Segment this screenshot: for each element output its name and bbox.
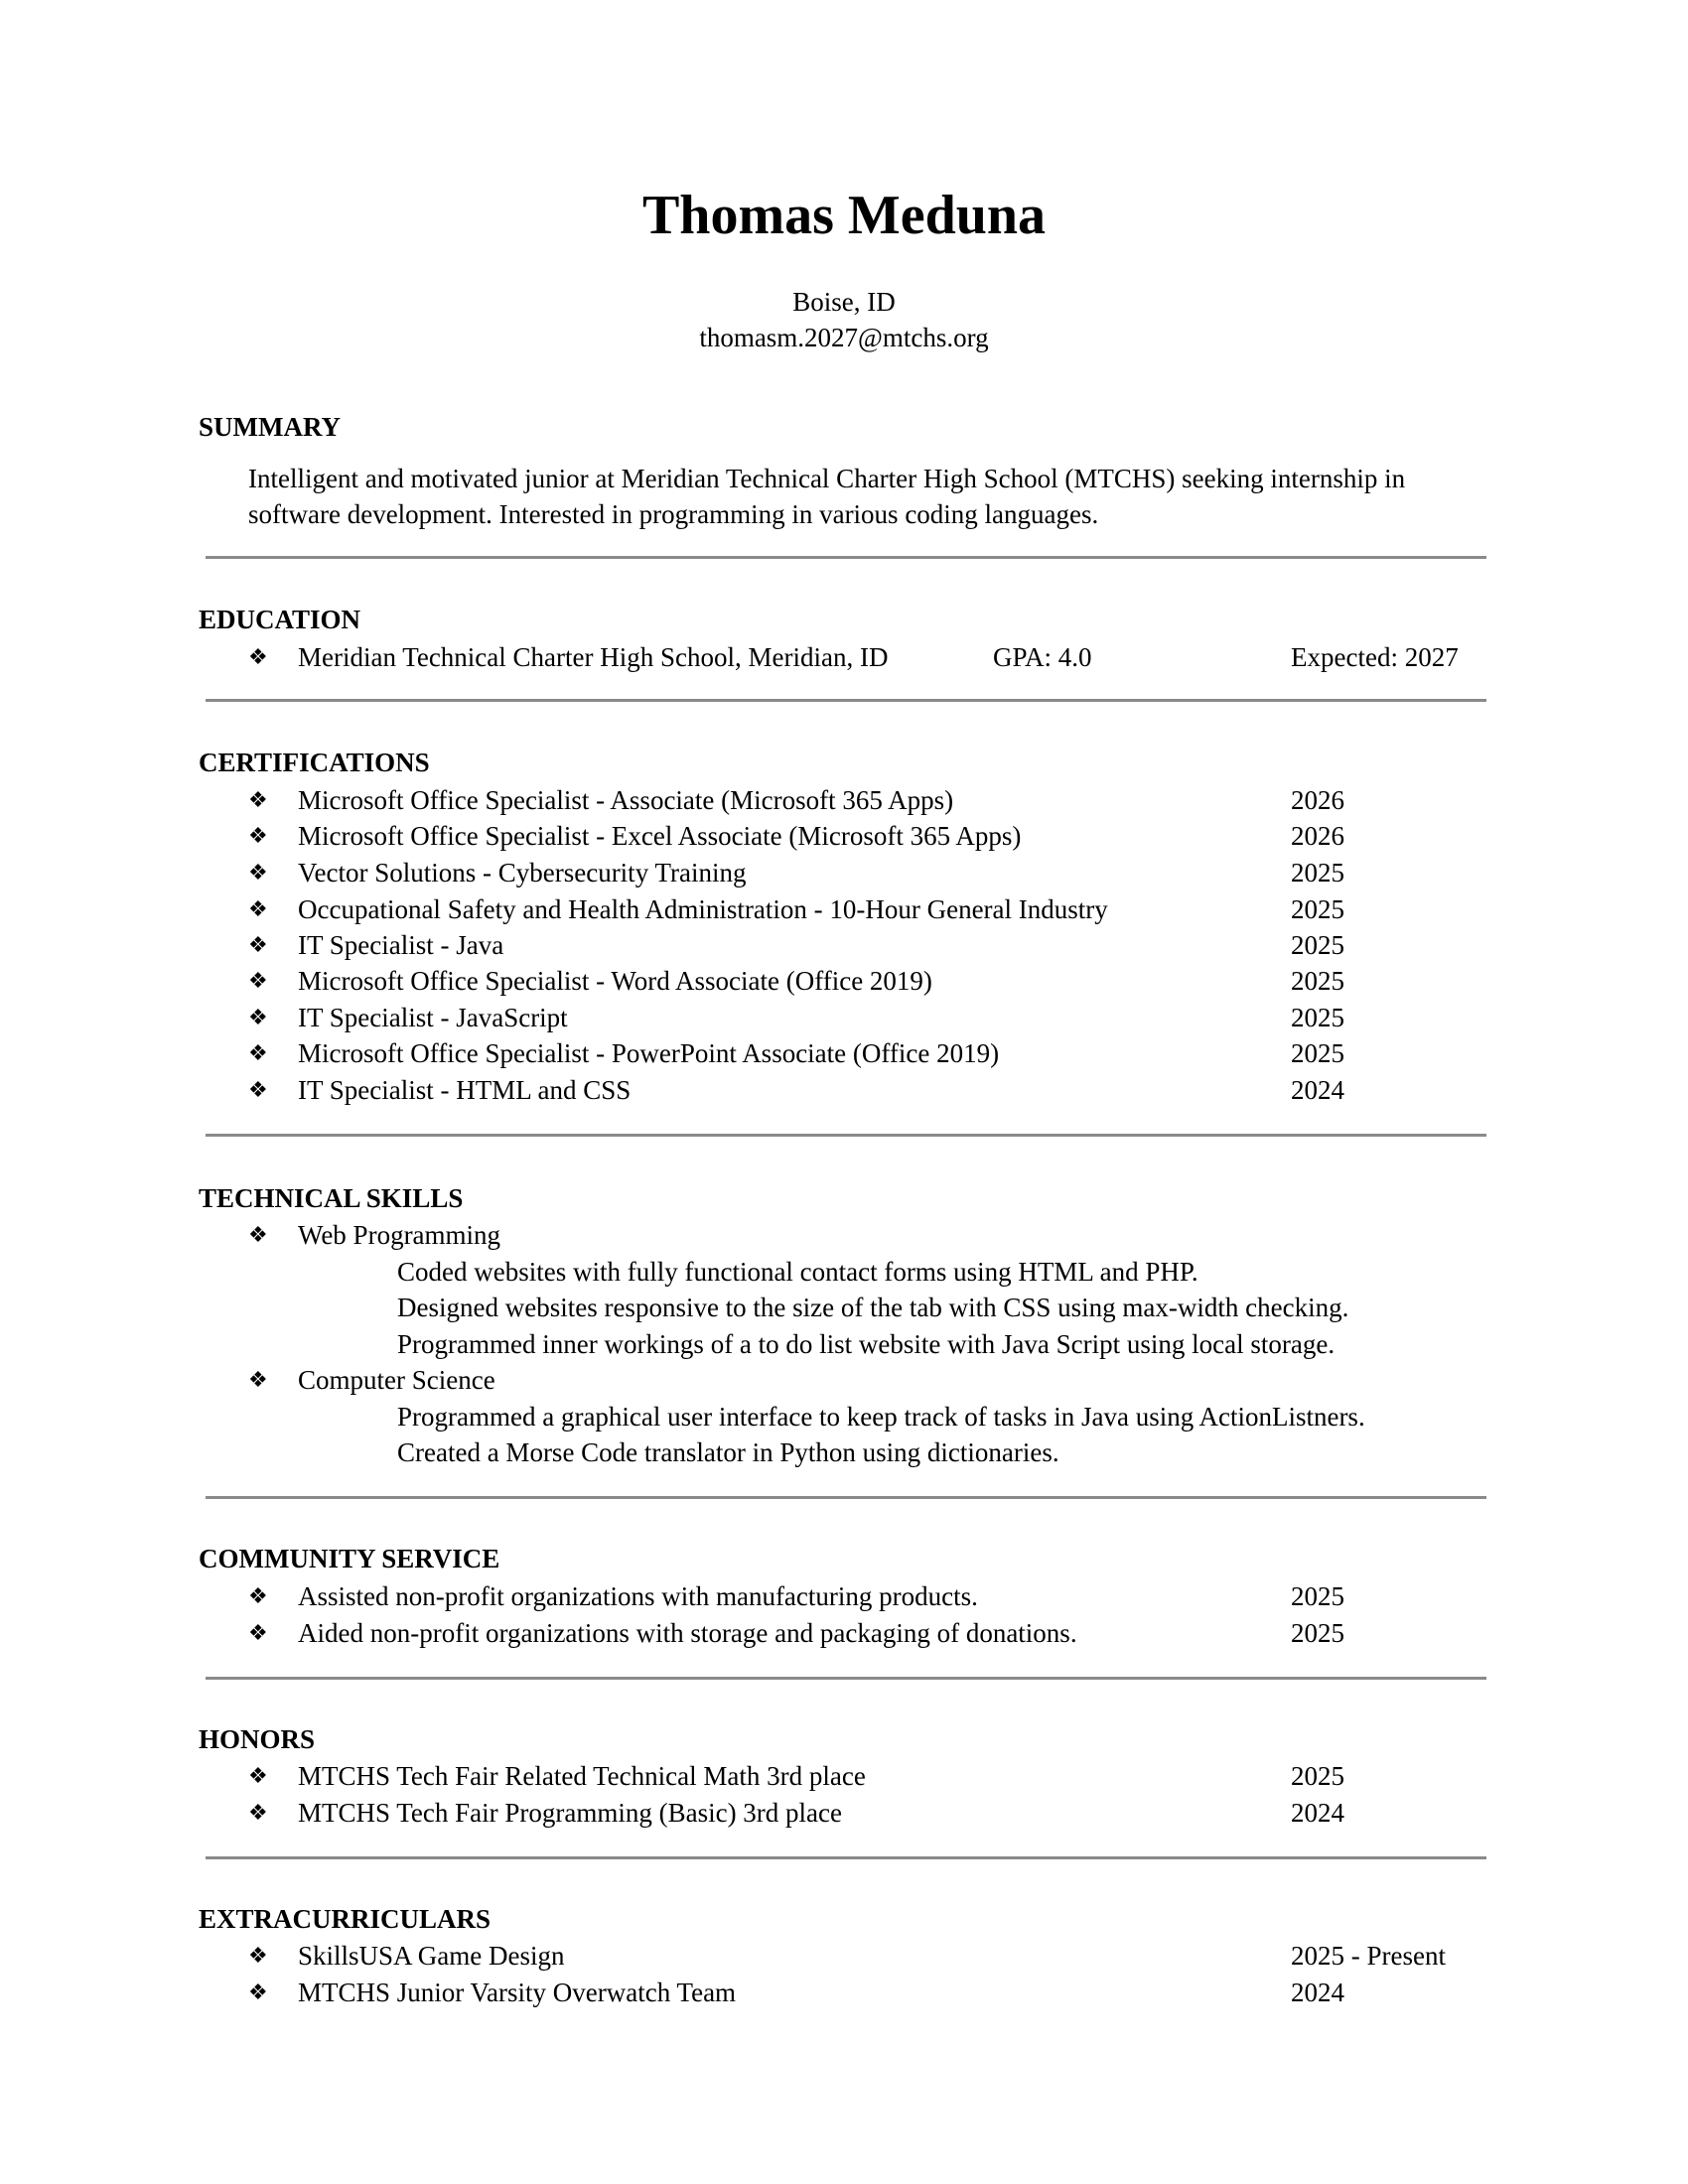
bullet-icon: ❖ (248, 1367, 268, 1392)
skill-detail: Created a Morse Code translator in Python using dictionaries. (397, 1437, 1059, 1467)
skill-group-title: Computer Science (298, 1365, 495, 1395)
section-divider (206, 1134, 1486, 1137)
certification-title: IT Specialist - Java (298, 930, 504, 960)
education-heading: EDUCATION (199, 605, 361, 634)
certification-title: Vector Solutions - Cybersecurity Training (298, 858, 747, 887)
certification-year: 2025 (1291, 894, 1344, 924)
bullet-icon: ❖ (248, 1620, 268, 1645)
bullet-icon: ❖ (248, 1943, 268, 1968)
education-school: Meridian Technical Charter High School, Meridian, ID (298, 642, 889, 672)
bullet-icon: ❖ (248, 1040, 268, 1065)
bullet-icon: ❖ (248, 1222, 268, 1247)
email: thomasm.2027@mtchs.org (699, 323, 989, 352)
honors-heading: HONORS (199, 1724, 316, 1754)
skill-detail: Designed websites responsive to the size of the tab with CSS using max-width checking. (397, 1293, 1349, 1322)
section-divider (206, 1856, 1486, 1859)
summary-line-1: Intelligent and motivated junior at Meridian Technical Charter High School (MTCHS) seeking internship in (248, 464, 1406, 493)
bullet-icon: ❖ (248, 1979, 268, 2004)
certifications-heading: CERTIFICATIONS (199, 748, 430, 777)
bullet-icon: ❖ (248, 968, 268, 993)
certification-year: 2025 (1291, 930, 1344, 960)
section-divider (206, 1496, 1486, 1499)
certification-year: 2025 (1291, 858, 1344, 887)
certification-title: Microsoft Office Specialist - Associate (Microsoft 365 Apps) (298, 785, 954, 815)
education-gpa: GPA: 4.0 (993, 642, 1092, 672)
certification-title: Microsoft Office Specialist - Excel Associate (Microsoft 365 Apps) (298, 821, 1022, 851)
skill-detail: Programmed a graphical user interface to keep track of tasks in Java using ActionListners. (397, 1402, 1365, 1432)
service-year: 2025 (1291, 1618, 1344, 1648)
bullet-icon: ❖ (248, 1005, 268, 1029)
bullet-icon: ❖ (248, 1077, 268, 1102)
service-year: 2025 (1291, 1581, 1344, 1611)
education-expected: Expected: 2027 (1291, 642, 1459, 672)
skill-group-title: Web Programming (298, 1220, 501, 1250)
bullet-icon: ❖ (248, 787, 268, 812)
location: Boise, ID (792, 287, 896, 317)
section-divider (206, 1677, 1486, 1680)
section-divider (206, 556, 1486, 559)
certification-year: 2026 (1291, 785, 1344, 815)
extracurricular-title: SkillsUSA Game Design (298, 1941, 565, 1971)
extracurricular-year: 2024 (1291, 1978, 1344, 2007)
bullet-icon: ❖ (248, 860, 268, 885)
skill-detail: Programmed inner workings of a to do list website with Java Script using local storage. (397, 1329, 1336, 1359)
summary-line-2: software development. Interested in programming in various coding languages. (248, 499, 1099, 529)
service-title: Assisted non-profit organizations with manufacturing products. (298, 1581, 978, 1611)
summary-heading: SUMMARY (199, 412, 342, 442)
bullet-icon: ❖ (248, 896, 268, 921)
extracurriculars-heading: EXTRACURRICULARS (199, 1904, 492, 1934)
skill-detail: Coded websites with fully functional contact forms using HTML and PHP. (397, 1257, 1198, 1287)
certification-year: 2025 (1291, 1003, 1344, 1032)
honor-year: 2024 (1291, 1798, 1344, 1828)
bullet-icon: ❖ (248, 1583, 268, 1608)
candidate-name: Thomas Meduna (641, 185, 1047, 246)
certification-title: IT Specialist - JavaScript (298, 1003, 568, 1032)
certification-year: 2026 (1291, 821, 1344, 851)
community-service-heading: COMMUNITY SERVICE (199, 1544, 500, 1573)
technical-skills-heading: TECHNICAL SKILLS (199, 1183, 464, 1213)
honor-year: 2025 (1291, 1761, 1344, 1791)
certification-title: Occupational Safety and Health Administration - 10-Hour General Industry (298, 894, 1108, 924)
service-title: Aided non-profit organizations with storage and packaging of donations. (298, 1618, 1077, 1648)
bullet-icon: ❖ (248, 644, 268, 669)
honor-title: MTCHS Tech Fair Programming (Basic) 3rd place (298, 1798, 843, 1828)
certification-title: IT Specialist - HTML and CSS (298, 1075, 632, 1105)
extracurricular-title: MTCHS Junior Varsity Overwatch Team (298, 1978, 737, 2007)
certification-year: 2025 (1291, 1038, 1344, 1068)
bullet-icon: ❖ (248, 823, 268, 848)
bullet-icon: ❖ (248, 1763, 268, 1788)
bullet-icon: ❖ (248, 932, 268, 957)
certification-title: Microsoft Office Specialist - PowerPoint Associate (Office 2019) (298, 1038, 1000, 1068)
extracurricular-year: 2025 - Present (1291, 1941, 1446, 1971)
section-divider (206, 699, 1486, 702)
honor-title: MTCHS Tech Fair Related Technical Math 3rd place (298, 1761, 866, 1791)
certification-year: 2024 (1291, 1075, 1344, 1105)
certification-year: 2025 (1291, 966, 1344, 996)
bullet-icon: ❖ (248, 1800, 268, 1825)
certification-title: Microsoft Office Specialist - Word Associate (Office 2019) (298, 966, 932, 996)
